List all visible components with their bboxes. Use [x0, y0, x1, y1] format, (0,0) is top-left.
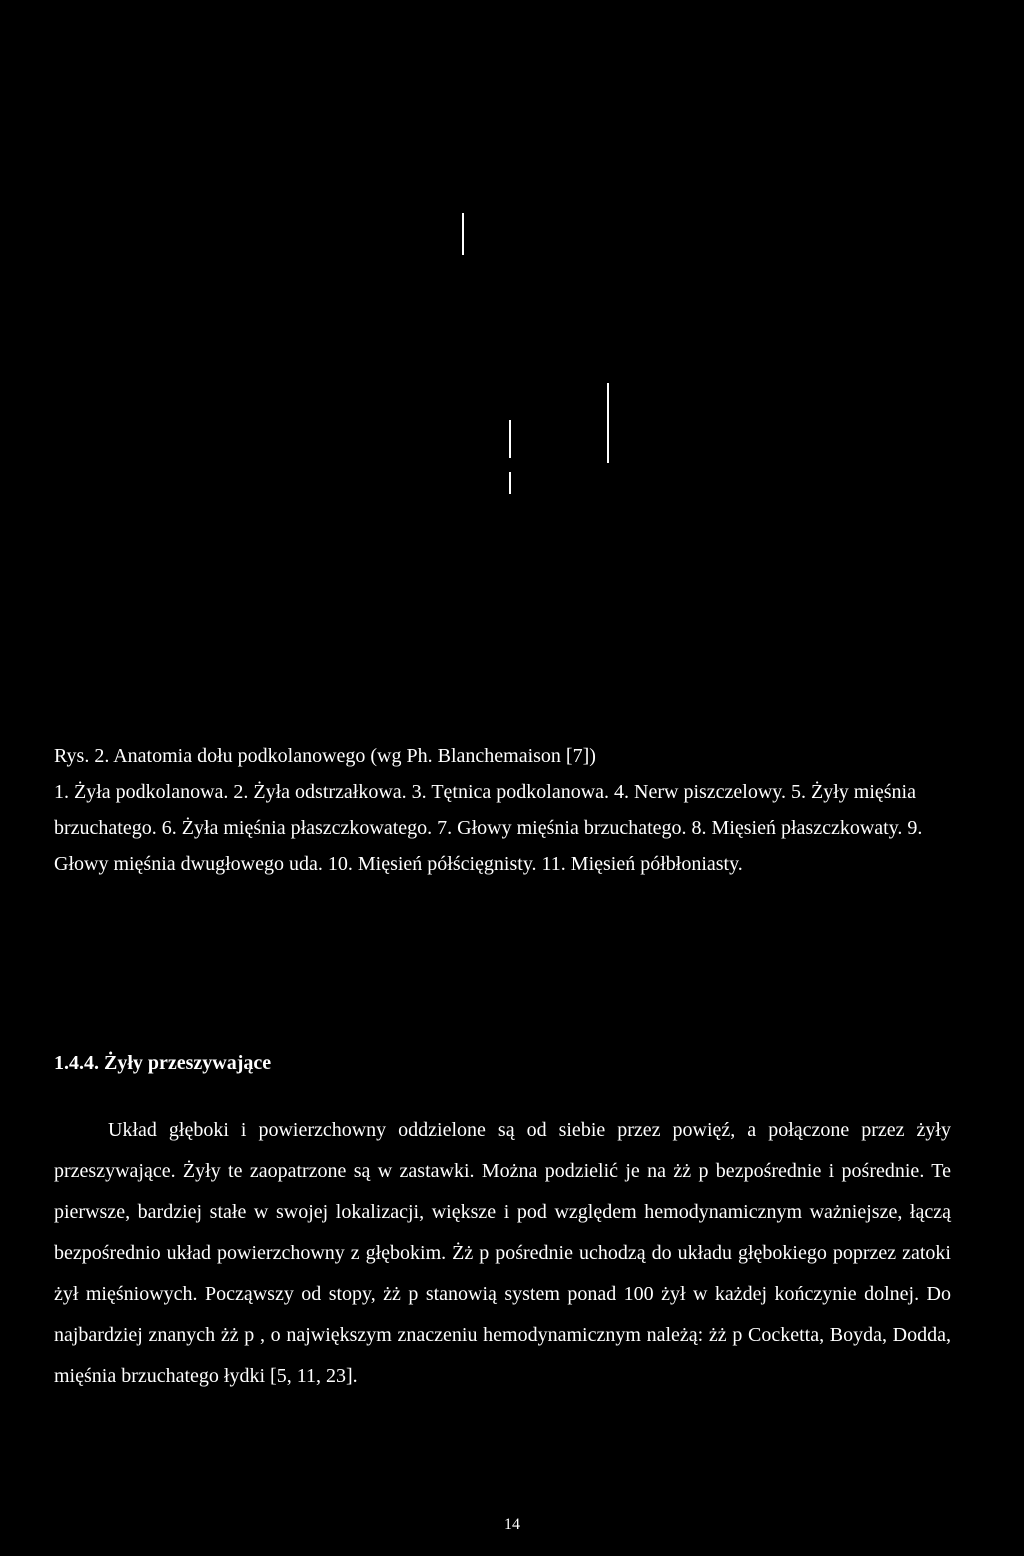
- caption-legend: 1. Żyła podkolanowa. 2. Żyła odstrzałkowa. 3. Tętnica podkolanowa. 4. Nerw piszczelowy. 5. Żyły mięśnia brzuchatego. 6. Żyła mięśnia płaszczkowatego. 7. Głowy mięśnia brzuchatego. 8. Mięsień płaszczkowaty. 9. Głowy mięśnia dwugłowego uda. 10. Mięsień półścięgnisty. 11. Mięsień półbłoniasty.: [54, 781, 923, 875]
- caption-title: Rys. 2. Anatomia dołu podkolanowego (wg Ph. Blanchemaison [7]): [54, 745, 596, 767]
- figure-line-mark: [462, 213, 464, 255]
- figure-line-mark: [509, 420, 511, 458]
- body-paragraph: Układ głęboki i powierzchowny oddzielone są od siebie przez powięź, a połączone przez żyły przeszywające. Żyły te zaopatrzone są w zastawki. Można podzielić je na żż p bezpośrednie i pośrednie. Te pierwsze, bardziej stałe w swojej lokalizacji, większe i pod względem hemodynamicznym ważniejsze, łączą bezpośrednio układ powierzchowny z głębokim. Żż p pośrednie uchodzą do układu głębokiego poprzez zatoki żył mięśniowych. Począwszy od stopy, żż p stanowią system ponad 100 żył w każdej kończynie dolnej. Do najbardziej znanych żż p , o największym znaczeniu hemodynamicznym należą: żż p Cocketta, Boyda, Dodda, mięśnia brzuchatego łydki [5, 11, 23].: [54, 1119, 951, 1387]
- figure-caption: [54, 738, 974, 882]
- figure-line-mark: [509, 472, 511, 494]
- section-heading: 1.4.4. Żyły przeszywające: [54, 1052, 272, 1074]
- figure-line-mark: [607, 383, 609, 463]
- page-number: 14: [504, 1516, 520, 1533]
- section-body: [54, 1110, 951, 1397]
- anatomy-figure: [0, 0, 1024, 720]
